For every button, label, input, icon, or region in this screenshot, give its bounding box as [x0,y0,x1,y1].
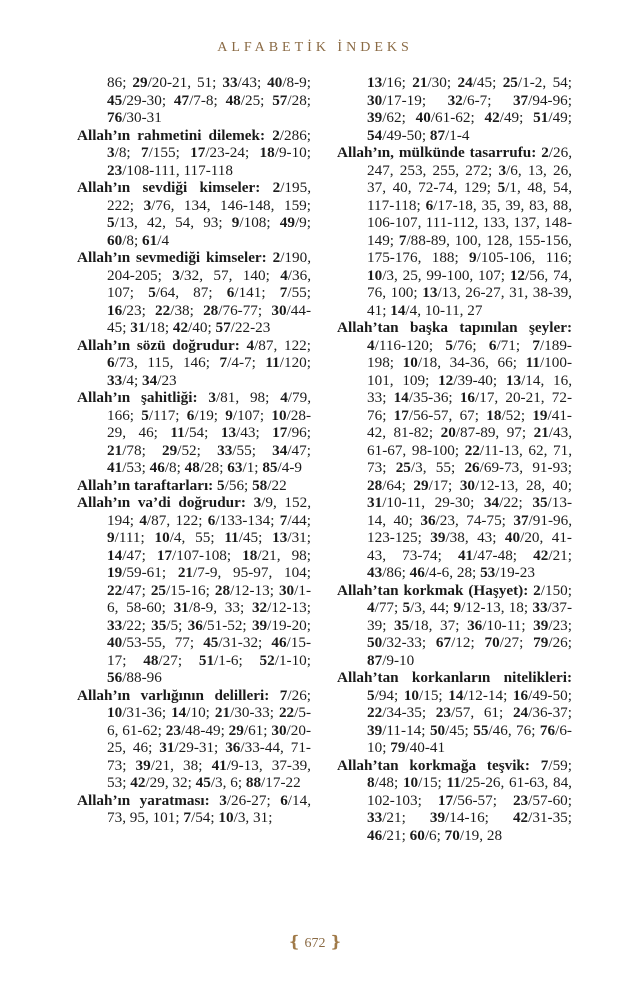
index-references: 3/81, 98; 4/79, 166; 5/117; 6/19; 9/107; 10/28-29, 46; 11/54; 13/43; 17/96; 21/78; 29/52; 33/55; 34/47; 41/53; 46/8; 48/28; 63/1; 85/4-9 [107,389,311,476]
index-entry [77,249,311,337]
index-entry [77,127,311,180]
running-header: ALFABETİK İNDEKS [217,40,413,55]
left-ornament-icon: ❴ [287,934,301,951]
index-term: Allah’ın varlığının delilleri: [77,686,270,704]
index-entry [77,389,311,477]
index-entry [337,582,572,670]
index-references: 5/94; 10/15; 14/12-14; 16/49-50; 22/34-35; 23/57, 61; 24/36-37; 39/11-14; 50/45; 55/46, 76; 76/6-10; 79/40-41 [367,686,572,756]
index-entry [337,74,572,144]
index-references: 2/195, 222; 3/76, 134, 146-148, 159; 5/13, 42, 54, 93; 9/108; 49/9; 60/8; 61/4 [107,179,312,249]
index-term: Allah’ın sevdiği kimseler: [77,179,261,196]
index-references: 4/116-120; 5/76; 6/71; 7/189-198; 10/18, 34-36, 66; 11/100-101, 109; 12/39-40; 13/14, 16, 33; 14/35-36; 16/17, 20-21, 72-76; 17/56-57, 67; 18/52; 19/41-42, 81-82; 20/87-89, 97; 21/43, 61-67, 98-100; 22/11-13, 62, 71, 73; 25/3, 55; 26/69-73, 91-93; 28/64; 29/17; 30/12-13, 28, 40; 31/10-11, 29-30; 34/22; 35/13-14, 40; 36/23, 74-75; 37/91-96, 123-125; 39/38, 43; 40/20, 41-43, 73-74; 41/47-48; 42/21; 43/86; 46/4-6, 28; 53/19-23 [367,336,572,581]
page-number: 672 [304,936,326,951]
index-references: 5/56; 58/22 [217,476,287,494]
index-references: 4/87, 122; 6/73, 115, 146; 7/4-7; 11/120; 33/4; 34/23 [107,336,311,389]
index-term: Allah’tan korkmağa teşvik: [337,756,530,774]
index-column-right [337,74,572,844]
index-entry [337,144,572,319]
index-references: 7/59; 8/48; 10/15; 11/25-26, 61-63, 84, 102-103; 17/56-57; 23/57-60; 33/21; 39/14-16; 42/31-35; 46/21; 60/6; 70/19, 28 [367,756,572,844]
index-term: Allah’tan korkanların nitelikleri: [337,669,572,686]
page-footer [0,932,630,952]
index-entry [337,757,572,845]
index-term: Allah’ın şahitliği: [77,389,198,406]
index-term: Allah’ın yaratması: [77,791,210,809]
index-entry [337,319,572,582]
index-references: 7/26; 10/31-36; 14/10; 21/30-33; 22/5-6, 61-62; 23/48-49; 29/61; 30/20-25, 46; 31/29-31; 36/33-44, 71-73; 39/21, 38; 41/9-13, 37-39, 53; 42/29, 32; 45/3, 6; 88/17-22 [107,686,312,791]
index-column-left [77,74,311,827]
index-entry [77,179,311,249]
index-references: 2/286; 3/8; 7/155; 17/23-24; 18/9-10; 23/108-111, 117-118 [107,126,312,179]
index-entry [77,494,311,687]
index-entry [77,477,311,495]
index-term: Allah’ın sözü doğrudur: [77,336,240,354]
index-references: 86; 29/20-21, 51; 33/43; 40/8-9; 45/29-30; 47/7-8; 48/25; 57/28; 76/30-31 [107,74,312,126]
index-term: Allah’ın taraftarları: [77,476,214,494]
index-references: 2/26, 247, 253, 255, 272; 3/6, 13, 26, 37, 40, 72-74, 129; 5/1, 48, 54, 117-118; 6/17-18, 35, 39, 83, 88, 106-107, 111-112, 133, 137, 148-149; 7/88-89, 100, 128, 155-156, 175-176, 188; 9/105-106, 116; 10/3, 25, 99-100, 107; 12/56, 74, 76, 100; 13/13, 26-27, 31, 38-39, 41; 14/4, 10-11, 27 [367,144,573,319]
index-term: Allah’ın va’di doğrudur: [77,494,246,511]
index-entry [77,74,311,127]
index-term: Allah’ın, mülkünde tasarrufu: [337,144,537,161]
index-references: 2/190, 204-205; 3/32, 57, 140; 4/36, 107; 5/64, 87; 6/141; 7/55; 16/23; 22/38; 28/76-77; 30/44-45; 31/18; 42/40; 57/22-23 [107,249,311,336]
index-term: Allah’tan korkmak (Haşyet): [337,581,529,599]
index-references: 3/9, 152, 194; 4/87, 122; 6/133-134; 7/44; 9/111; 10/4, 55; 11/45; 13/31; 14/47; 17/107-108; 18/21, 98; 19/59-61; 21/7-9, 95-97, 104; 22/47; 25/15-16; 28/12-13; 30/1-6, 58-60; 31/8-9, 33; 32/12-13; 33/22; 35/5; 36/51-52; 39/19-20; 40/53-55, 77; 45/31-32; 46/15-17; 48/27; 51/1-6; 52/1-10; 56/88-96 [107,494,311,686]
index-term: Allah’tan başka tapınılan şeyler: [337,319,572,336]
index-term: Allah’ın rahmetini dilemek: [77,126,266,144]
index-term: Allah’ın sevmediği kimseler: [77,249,267,266]
index-entry [77,337,311,390]
index-references: 13/16; 21/30; 24/45; 25/1-2, 54; 30/17-19; 32/6-7; 37/94-96; 39/62; 40/61-62; 42/49; 51/49; 54/49-50; 87/1-4 [367,74,572,144]
index-references: 2/150; 4/77; 5/3, 44; 9/12-13, 18; 33/37-39; 35/18, 37; 36/10-11; 39/23; 50/32-33; 67/12; 70/27; 79/26; 87/9-10 [367,581,572,669]
index-entry [77,687,311,792]
index-references: 3/26-27; 6/14, 73, 95, 101; 7/54; 10/3, 31; [107,791,312,826]
right-ornament-icon: ❵ [329,934,343,951]
index-entry [337,669,572,757]
index-entry [77,792,311,827]
